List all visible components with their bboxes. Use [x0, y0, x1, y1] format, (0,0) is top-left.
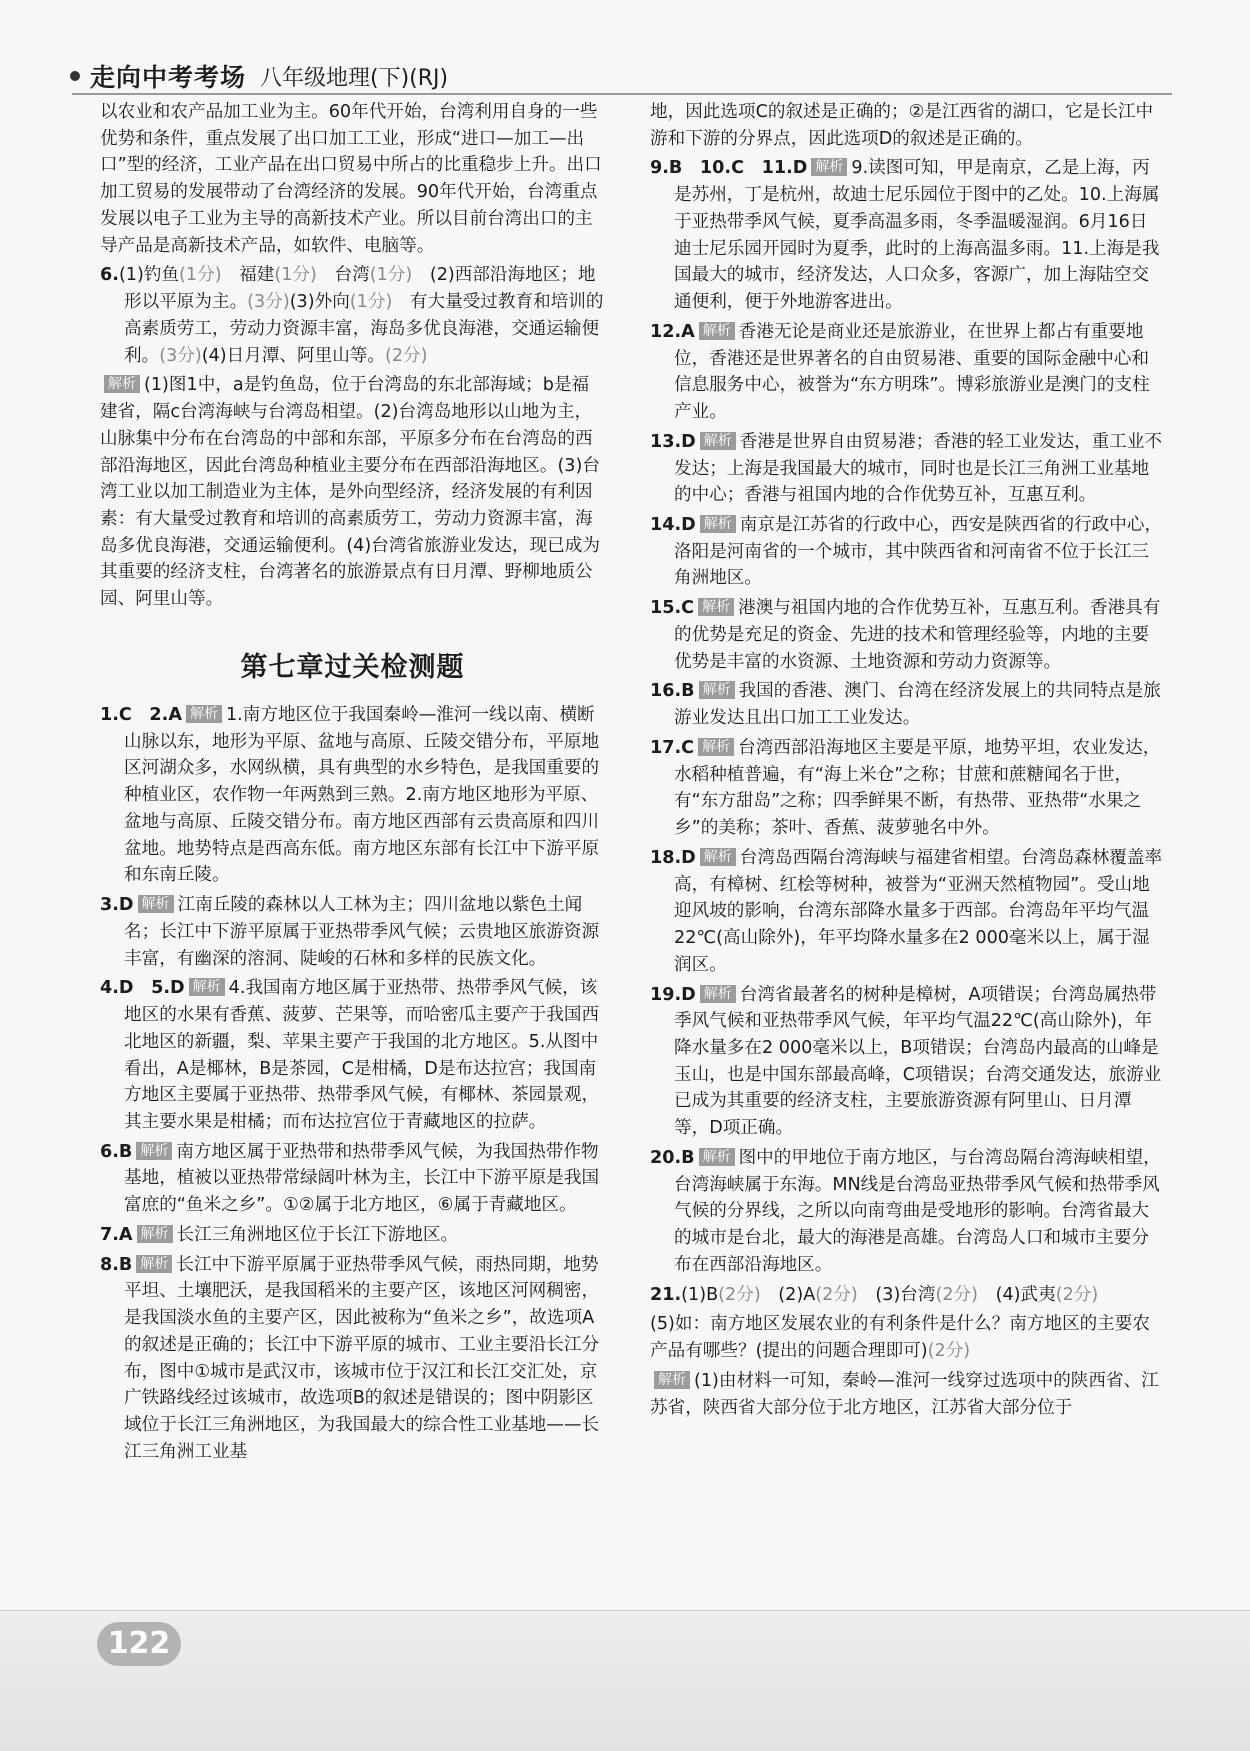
jiexi-tag: 解析: [699, 322, 735, 340]
jiexi-tag: 解析: [700, 985, 736, 1003]
answer-item-12: 12.A 解析 香港无论是商业还是旅游业，在世界上都占有重要地位，香港还是世界著名的自由贸易港、重要的国际金融中心和信息服务中心，被誉为“东方明珠”。博彩旅游业是澳门的支柱产业。: [650, 321, 1150, 423]
explanation-6: 解析 (1)图1中，a是钓鱼岛，位于台湾岛的东北部海域；b是福建省，隔c台湾海峡与台湾岛相望。(2)台湾岛地形以山地为主，山脉集中分布在台湾岛的中部和东部，平原多分布在台湾岛的西部沿海地区，因此台湾岛种植业主要分布在西部沿海地区。(3)台湾工业以加工制造业为主体，是外向型经济，经济发展的有利因素：有大量受过教育和培训的高素质劳工，劳动力资源丰富，海岛多优良海港，交通运输便利。(4)台湾省旅游业发达，现已成为其重要的经济支柱，台湾著名的旅游景点有日月潭、野柳地质公园、阿里山等。: [100, 375, 600, 610]
page-header: [70, 56, 1170, 96]
explanation-21: 解析 (1)由材料一可知，秦岭—淮河一线穿过选项中的陕西省、江苏省，陕西省大部分位于北方地区，江苏省大部分位于: [650, 1370, 1159, 1418]
jiexi-tag: 解析: [811, 158, 847, 176]
header-divider: [72, 93, 1172, 95]
answer-item-4-5: 4.D 5.D 解析 4.我国南方地区属于亚热带、热带季风气候，该地区的水果有香蕉、菠萝、芒果等，而哈密瓜主要产于我国西北地区的新疆，梨、苹果主要产于我国的北方地区。5.从图中看出，A是椰林，B是茶园，C是柑橘，D是布达拉宫；我国南方地区主要属于亚热带、热带季风气候，有椰林、茶园景观，其主要水果是柑橘；而布达拉宫位于青藏地区的拉萨。: [100, 978, 600, 1132]
answer-item-20: 20.B 解析 图中的甲地位于南方地区，与台湾岛隔台湾海峡相望，台湾海峡属于东海。MN线是台湾岛亚热带季风气候和热带季风气候的分界线，之所以向南弯曲是受地形的影响。台湾省最大的城市是台北，最大的海港是高雄。台湾岛人口和城市主要分布在西部沿海地区。: [650, 1147, 1161, 1275]
jiexi-tag: 解析: [136, 1255, 172, 1273]
answer-item-15: 15.C 解析 港澳与祖国内地的合作优势互补，互惠互利。香港具有的优势是充足的资金、先进的技术和管理经验等，内地的主要优势是丰富的水资源、土地资源和劳动力资源等。: [650, 598, 1161, 672]
answer-item-8: 8.B 解析 长江中下游平原属于亚热带季风气候，雨热同期，地势平坦、土壤肥沃，是我国稻米的主要产区，该地区河网稠密，是我国淡水鱼的主要产区，因此被称为“鱼米之乡”，故选项A的叙述是正确的；长江中下游平原的城市、工业主要沿长江分布，图中①城市是武汉市，该城市位于汉江和长江交汇处，京广铁路线经过该城市，故选项B的叙述是错误的；图中阴影区域位于长江三角洲地区，为我国最大的综合性工业基地——长江三角洲工业基: [100, 1254, 600, 1462]
answer-item-3: 3.D 解析 江南丘陵的森林以人工林为主；四川盆地以紫色土闻名；长江中下游平原属于亚热带季风气候；云贵地区旅游资源丰富，有幽深的溶洞、陡峻的石林和多样的民族文化。: [100, 895, 600, 969]
answer-item-6b: 6.B 解析 南方地区属于亚热带和热带季风气候，为我国热带作物基地，植被以亚热带常绿阔叶林为主，长江中下游平原是我国富庶的“鱼米之乡”。①②属于北方地区，⑥属于青藏地区。: [100, 1141, 600, 1216]
jiexi-tag: 解析: [699, 1148, 735, 1166]
continued-paragraph: 以农业和农产品加工业为主。60年代开始，台湾利用自身的一些优势和条件，重点发展了出口加工工业，形成“进口—加工—出口”型的经济，工业产品在出口贸易中所占的比重稳步上升。出口加工贸易的发展带动了台湾经济的发展。90年代开始，台湾重点发展以电子工业为主导的高新技术产业。所以目前台湾出口的主导产品是高新技术产品，如软件、电脑等。: [100, 102, 602, 256]
jiexi-tag: 解析: [700, 515, 736, 533]
answer-item-1-2: 1.C 2.A 解析 1.南方地区位于我国秦岭—淮河一线以南、横断山脉以东，地形为平原、盆地与高原、丘陵交错分布，平原地区河湖众多，水网纵横，具有典型的水乡特色，是我国重要的种植业区，农作物一年两熟到三熟。2.南方地区地形为平原、盆地与高原、丘陵交错分布。南方地区西部有云贵高原和四川盆地。地势特点是西高东低。南方地区东部有长江中下游平原和东南丘陵。: [100, 704, 600, 886]
answer-item-19: 19.D 解析 台湾省最著名的树种是樟树，A项错误；台湾岛属热带季风气候和亚热带季风气候，年平均气温22℃(高山除外)，年降水量多在2 000毫米以上，B项错误；台湾岛内最高的山峰是玉山，也是中国东部最高峰，C项错误；台湾交通发达，旅游业已成为其重要的经济支柱，主要旅游资源有阿里山、日月潭等，D项正确。: [650, 984, 1162, 1139]
answer-item-14: 14.D 解析 南京是江苏省的行政中心，西安是陕西省的行政中心，洛阳是河南省的一个城市，其中陕西省和河南省不位于长江三角洲地区。: [650, 515, 1163, 589]
answer-item-7: 7.A 解析 长江三角洲地区位于长江下游地区。: [100, 1224, 459, 1245]
jiexi-tag: 解析: [699, 681, 735, 699]
book-subtitle: 八年级地理(下)(RJ): [260, 65, 449, 91]
answer-item-18: 18.D 解析 台湾岛西隔台湾海峡与福建省相望。台湾岛森林覆盖率高，有樟树、红桧等树种，被誉为“亚洲天然植物园”。受山地迎风坡的影响，台湾东部降水量多于西部。台湾岛年平均气温22℃(高山除外)，年平均降水量多在2 000毫米以上，属于湿润区。: [650, 847, 1163, 975]
answer-item-9-11: 9.B 10.C 11.D 解析 9.读图可知，甲是南京，乙是上海，丙是苏州，丁是杭州，故迪士尼乐园位于图中的乙处。10.上海属于亚热带季风气候，夏季高温多雨，冬季温暖湿润。6月16日迪士尼乐园开园时为夏季，此时的上海高温多雨。11.上海是我国最大的城市，经济发达，人口众多，客源广，加上海陆空交通便利，便于外地游客进出。: [650, 158, 1160, 313]
jiexi-tag: 解析: [104, 375, 140, 393]
answer-item-17: 17.C 解析 台湾西部沿海地区主要是平原，地势平坦，农业发达，水稻种植普遍，有“海上米仓”之称；甘蔗和蔗糖闻名于世，有“东方甜岛”之称；四季鲜果不断，有热带、亚热带“水果之乡”的美称；茶叶、香蕉、菠萝驰名中外。: [650, 737, 1161, 839]
answer-item-21: 21.(1)B(2分) (2)A(2分) (3)台湾(2分) (4)武夷(2分): [650, 1284, 1099, 1305]
answer-item-13: 13.D 解析 香港是世界自由贸易港；香港的轻工业发达，重工业不发达；上海是我国最大的城市，同时也是长江三角洲工业基地的中心；香港与祖国内地的合作优势互补，互惠互利。: [650, 431, 1163, 506]
footer-band: [0, 1610, 1250, 1751]
jiexi-tag: 解析: [698, 598, 734, 616]
bullet-dot-icon: [70, 71, 80, 81]
answer-item-16: 16.B 解析 我国的香港、澳门、台湾在经济发展上的共同特点是旅游业发达且出口加工工业发达。: [650, 681, 1161, 729]
chapter-title: 第七章过关检测题: [240, 651, 465, 683]
page-number: 122: [97, 1622, 181, 1666]
jiexi-tag: 解析: [189, 978, 225, 996]
jiexi-tag: 解析: [700, 432, 736, 450]
jiexi-tag: 解析: [138, 895, 174, 913]
jiexi-tag: 解析: [654, 1371, 690, 1389]
continued-paragraph-right: 地，因此选项C的叙述是正确的；②是江西省的湖口，它是长江中游和下游的分界点，因此选项D的叙述是正确的。: [650, 102, 1154, 149]
jiexi-tag: 解析: [700, 848, 736, 866]
book-brand: 走向中考考场: [90, 63, 247, 92]
jiexi-tag: 解析: [137, 1225, 173, 1243]
answer-21-part5: (5)如：南方地区发展农业的有利条件是什么？南方地区的主要农产品有哪些？(提出的问题合理即可)(2分): [650, 1314, 1150, 1362]
answer-item-6: 6.(1)钓鱼(1分) 福建(1分) 台湾(1分) (2)西部沿海地区；地形以平原为主。(3分)(3)外向(1分) 有大量受过教育和培训的高素质劳工，劳动力资源丰富，海岛多优良海港，交通运输便利。(3分)(4)日月潭、阿里山等。(2分): [100, 265, 604, 366]
left-column: [100, 99, 605, 1469]
jiexi-tag: 解析: [186, 705, 222, 723]
jiexi-tag: 解析: [698, 738, 734, 756]
jiexi-tag: 解析: [136, 1142, 172, 1160]
right-column: [650, 99, 1165, 1424]
